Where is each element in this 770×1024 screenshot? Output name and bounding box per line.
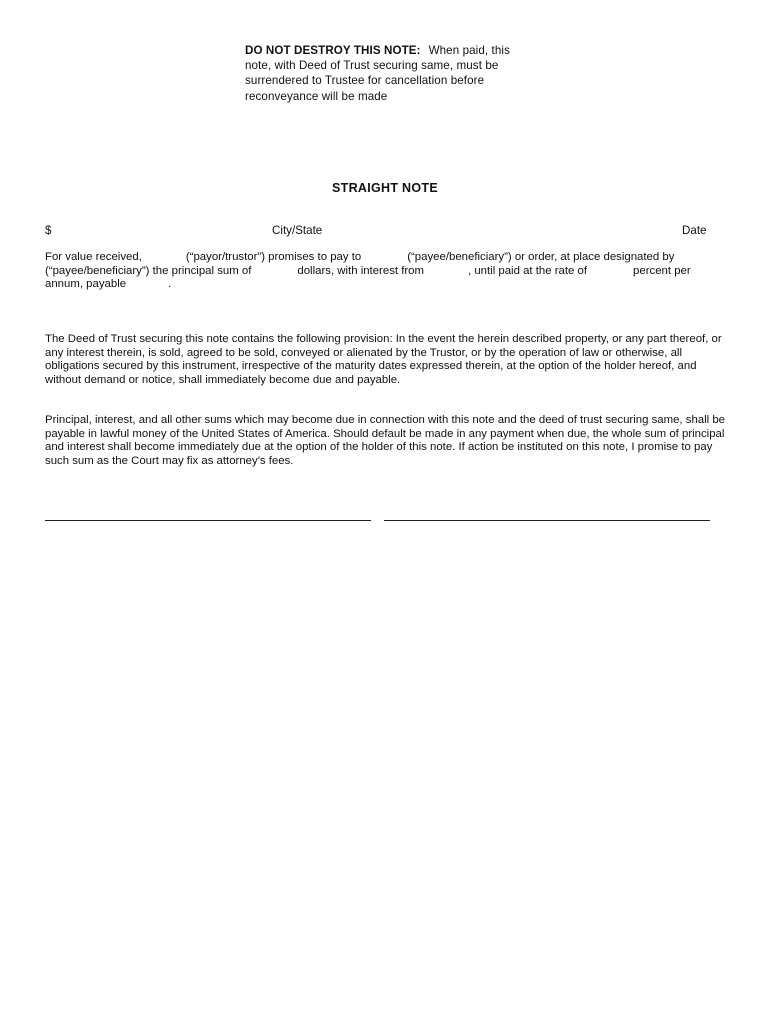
signature-line-right: [384, 520, 710, 521]
city-state-label: City/State: [272, 224, 323, 237]
value-text-4: dollars, with interest from: [297, 264, 424, 277]
destroy-notice: [245, 43, 525, 104]
notice-text: When paid, this note, with Deed of Trust securing same, must be surrendered to Trustee for cancellation before reconveyance will be made: [245, 44, 510, 103]
value-text-3: (“payee/beneficiary”) or order, at place designated by (“payee/beneficiary”) the principal sum of: [45, 251, 675, 277]
value-text-5: , until paid at the rate of: [468, 264, 588, 277]
page-title: STRAIGHT NOTE: [332, 181, 438, 195]
amount-label: $: [45, 224, 52, 237]
date-label: Date: [682, 224, 707, 237]
principal-paragraph: Principal, interest, and all other sums which may become due in connection with this note and the deed of trust securing same, shall be payable in lawful money of the United States of America. Should default be made in any payment when due, the whole sum of principal and interest shall become immediately due at the option of the holder of this note. If action be instituted on this note, I promise to pay such sum as the Court may fix as attorney's fees.: [45, 414, 726, 467]
value-text-6: percent per annum, payable: [45, 264, 691, 291]
deed-of-trust-paragraph: The Deed of Trust securing this note contains the following provision: In the event the herein described property, or any part thereof, or any interest therein, is sold, agreed to be sold, conveyed or alienated by the Trustor, or by the operation of law or otherwise, all obligations secured by this instrument, irrespective of the maturity dates expressed therein, at the option of the holder hereof, and without demand or notice, shall immediately become due and payable.: [45, 333, 722, 386]
signature-line-left: [45, 520, 371, 521]
value-paragraph: [45, 251, 725, 292]
value-text-1: For value received,: [45, 251, 142, 263]
notice-lead: DO NOT DESTROY THIS NOTE:: [245, 44, 421, 57]
value-text-7: .: [168, 278, 172, 291]
value-text-2: (“payor/trustor”) promises to pay to: [185, 251, 362, 263]
